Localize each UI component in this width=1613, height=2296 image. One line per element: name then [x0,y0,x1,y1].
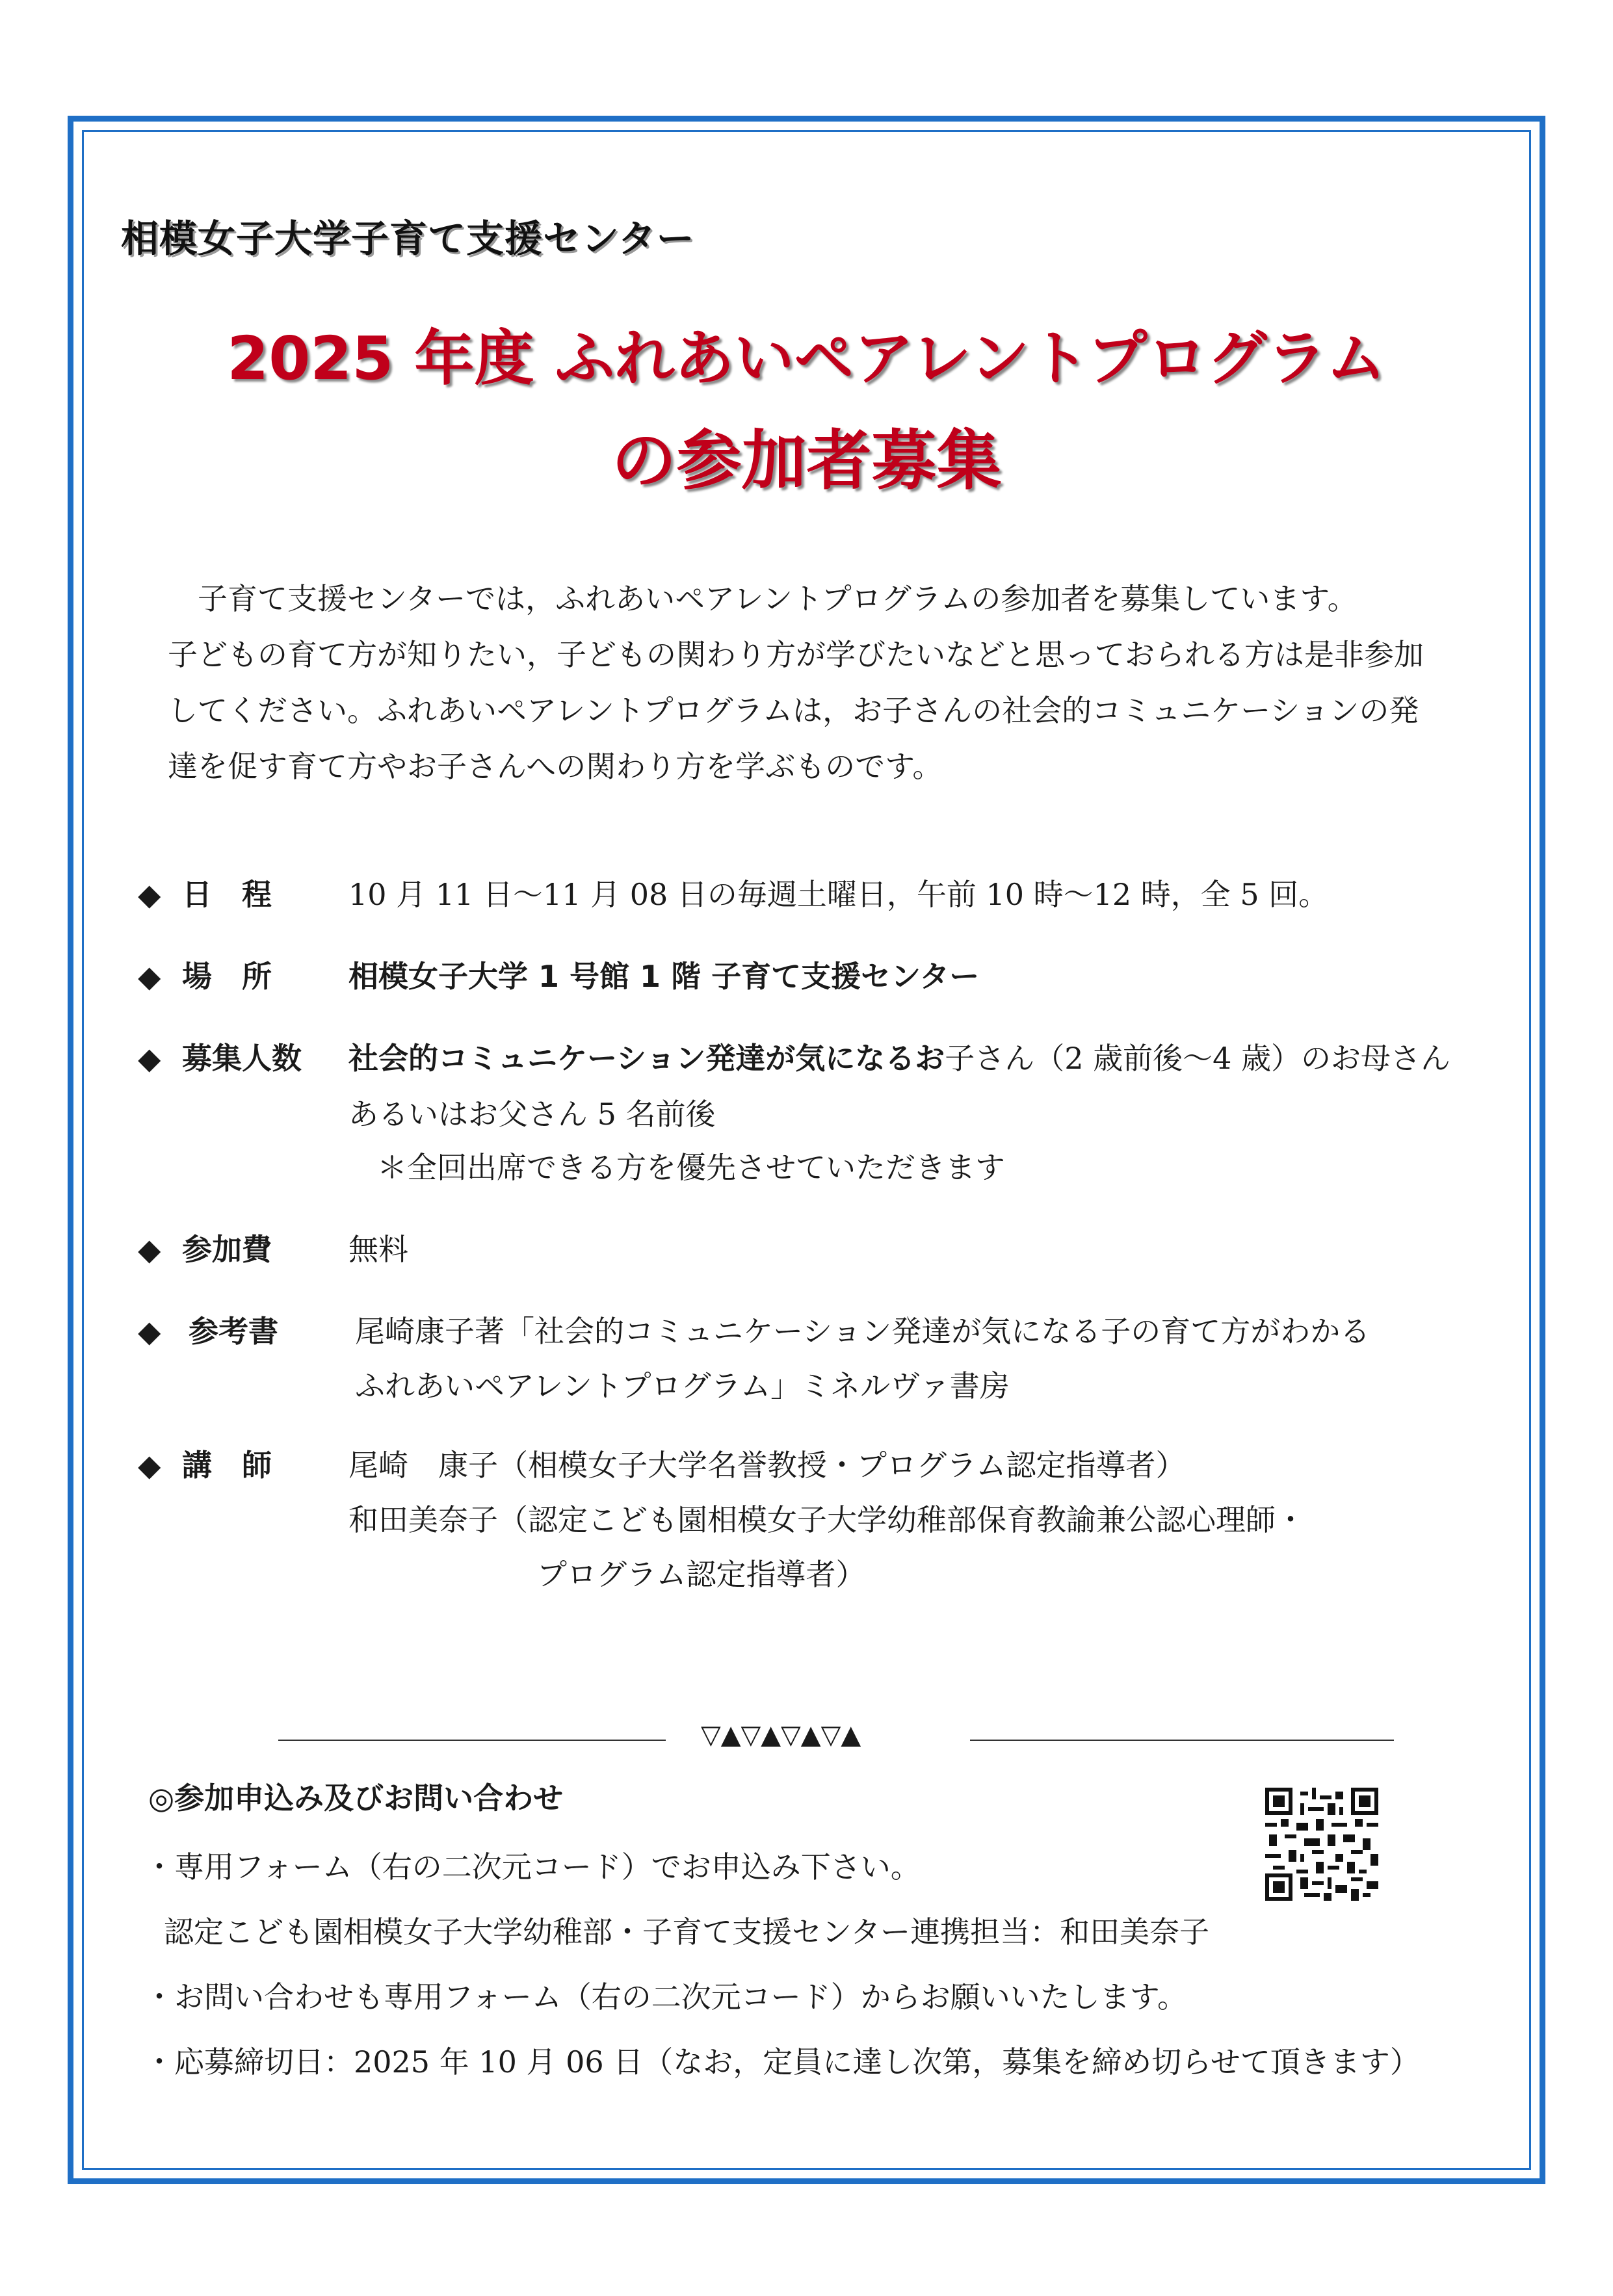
book-line1: 尾崎康子著「社会的コミュニケーション発達が気になる子の育て方がわかる [355,1314,1370,1349]
place-label: 場 所 [182,959,272,994]
instructors-label: 講 師 [182,1448,272,1483]
divider-symbols: ▽▲▽▲▽▲▽▲ [701,1720,861,1750]
place-value: 相模女子大学 1 号館 1 階 子育て支援センター [348,959,980,994]
intro-line-2: 子どもの育て方が知りたい，子どもの関わり方が学びたいなどと思っておられる方は是非参加 [168,637,1424,672]
page-title-line2: の参加者募集 [611,423,1002,499]
divider-line-right [970,1740,1394,1741]
capacity-value [348,1031,1450,1086]
contact-heading: ◎参加申込み及びお問い合わせ [148,1781,564,1816]
contact-line-1: ・専用フォーム（右の二次元コード）でお申込み下さい。 [144,1849,921,1885]
book-line2: ふれあいペアレントプログラム」ミネルヴァ書房 [355,1368,1010,1403]
schedule-value: 10 月 11 日～11 月 08 日の毎週土曜日，午前 10 時～12 時，全 5 回。 [348,877,1329,912]
qr-code-icon[interactable] [1265,1788,1378,1901]
capacity-label: 募集人数 [182,1041,302,1076]
organization-name: 相模女子大学子育て支援センター [121,216,695,261]
divider-line-left [278,1740,666,1741]
capacity-value-rest: 子さん（2 歳前後～4 歳）のお母さん [945,1041,1451,1076]
intro-line-3: してください。ふれあいペアレントプログラムは，お子さんの社会的コミュニケーションの発 [168,693,1419,728]
book-label: 参考書 [189,1314,278,1349]
diamond-icon: ◆ [138,1314,161,1349]
diamond-icon: ◆ [138,959,161,994]
capacity-line2: あるいはお父さん 5 名前後 [348,1097,716,1132]
schedule-label: 日 程 [182,877,272,912]
contact-line-2: 認定こども園相模女子大学幼稚部・子育て支援センター連携担当：和田美奈子 [164,1914,1210,1950]
intro-line-1: 子育て支援センターでは，ふれあいペアレントプログラムの参加者を募集しています。 [198,581,1357,616]
fee-value: 無料 [348,1232,408,1267]
diamond-icon: ◆ [138,877,161,912]
capacity-note: ＊全回出席できる方を優先させていただきます [377,1150,1005,1185]
diamond-icon: ◆ [138,1448,161,1483]
instructor-2-cont: プログラム認定指導者） [537,1557,866,1592]
diamond-icon: ◆ [138,1041,161,1076]
capacity-value-emphasis: 社会的コミュニケーション発達が気になるお [348,1041,945,1076]
instructor-1: 尾崎 康子（相模女子大学名誉教授・プログラム認定指導者） [348,1448,1186,1483]
diamond-icon: ◆ [138,1232,161,1267]
contact-line-4: ・応募締切日：2025 年 10 月 06 日（なお，定員に達し次第，募集を締め切らせて頂きます） [144,2044,1420,2080]
intro-line-4: 達を促す育て方やお子さんへの関わり方を学ぶものです。 [168,749,943,784]
page-title-line1: 2025 年度 ふれあいペアレントプログラム [227,324,1386,393]
fee-label: 参加費 [182,1232,272,1267]
intro-paragraph [168,571,1475,794]
contact-line-3: ・お問い合わせも専用フォーム（右の二次元コード）からお願いいたします。 [144,1979,1188,2015]
instructor-2: 和田美奈子（認定こども園相模女子大学幼稚部保育教諭兼公認心理師・ [348,1502,1305,1537]
